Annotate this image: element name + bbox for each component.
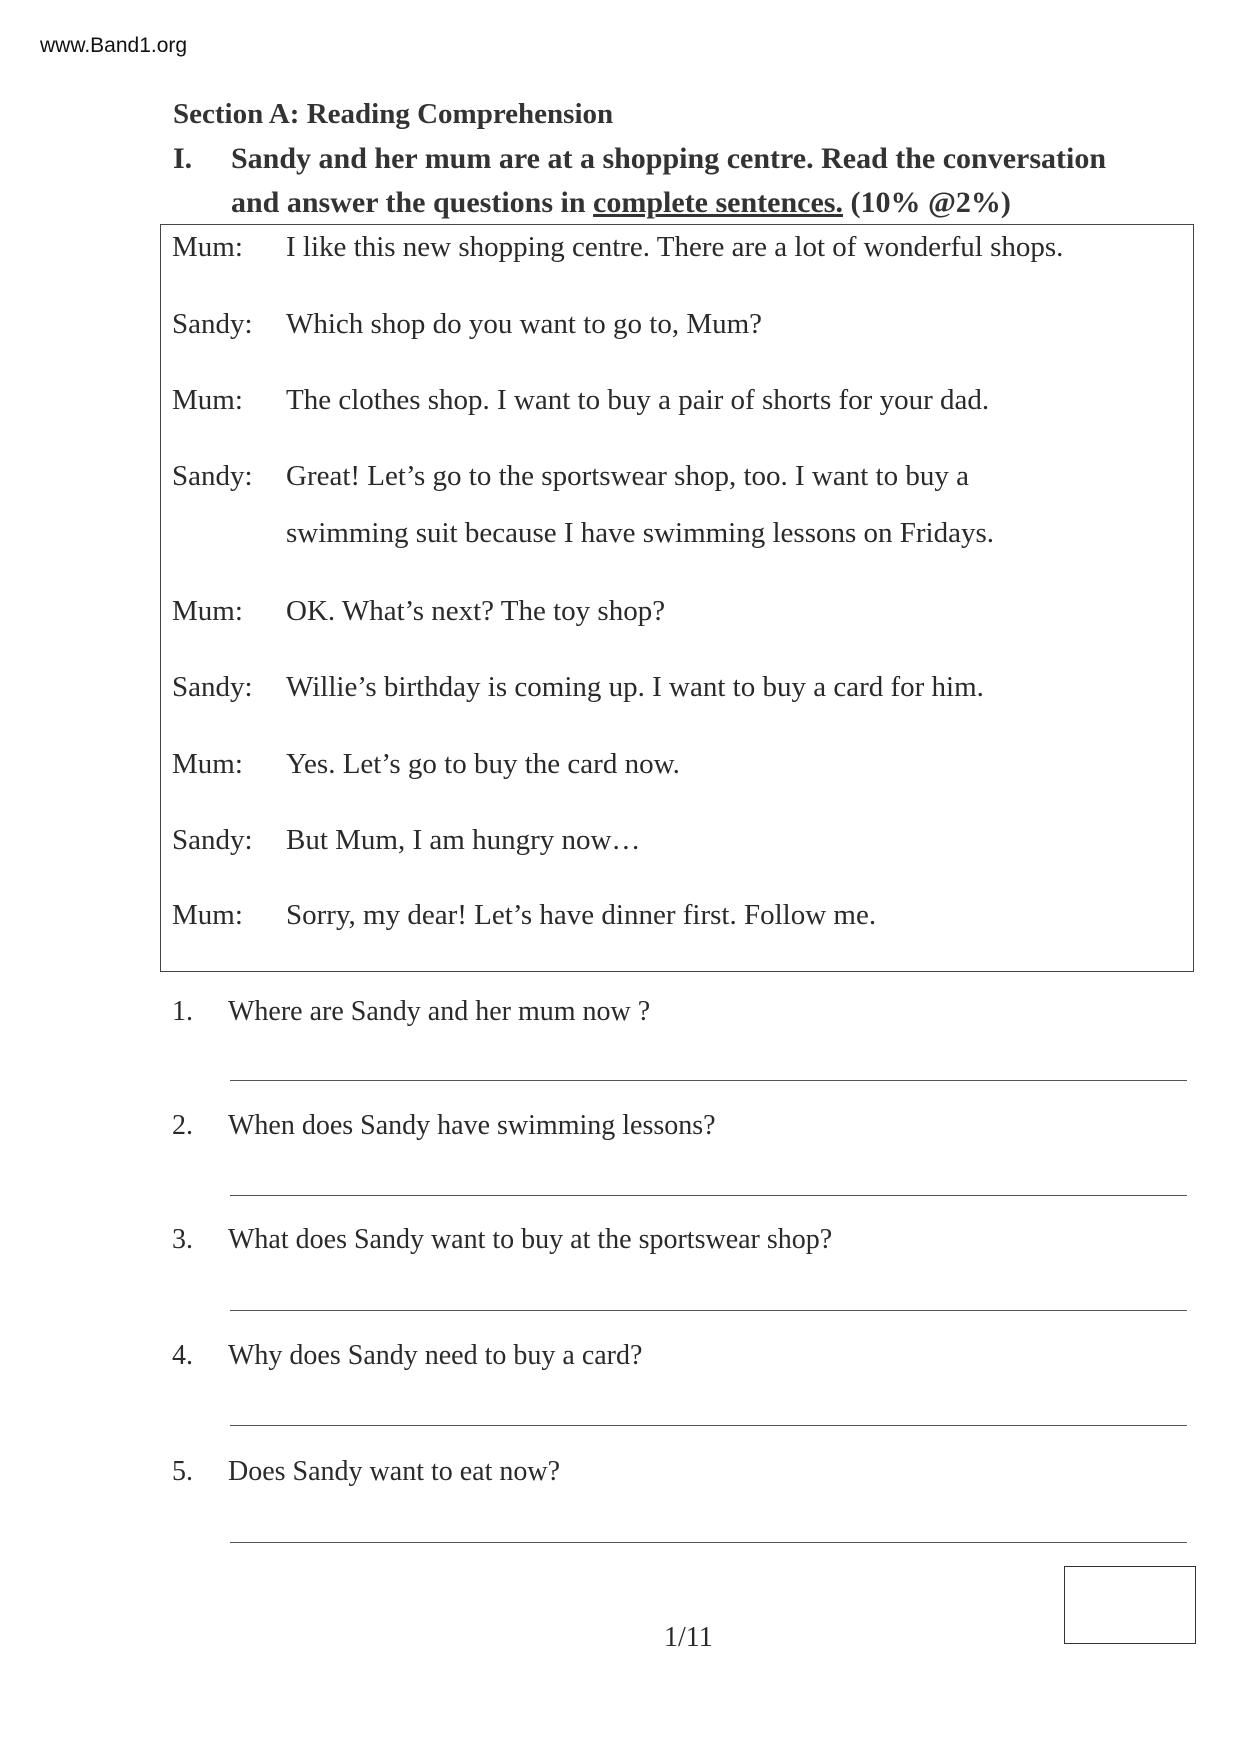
instruction-prefix: and answer the questions in	[231, 186, 594, 219]
dialogue-line: Which shop do you want to go to, Mum?	[286, 308, 763, 340]
dialogue-speaker: Mum:	[172, 231, 243, 263]
site-watermark: www.Band1.org	[40, 34, 188, 57]
dialogue-line: Willie’s birthday is coming up. I want to buy a card for him.	[286, 671, 984, 703]
dialogue-line: Yes. Let’s go to buy the card now.	[286, 748, 680, 780]
dialogue-speaker: Mum:	[172, 384, 243, 416]
dialogue-speaker: Sandy:	[172, 308, 253, 340]
instruction-number: I.	[173, 142, 193, 175]
dialogue-speaker: Sandy:	[172, 671, 253, 703]
instruction-emphasis: complete sentences.	[593, 186, 843, 219]
answer-line[interactable]	[230, 1080, 1187, 1081]
dialogue-line: But Mum, I am hungry now…	[286, 824, 641, 856]
dialogue-line: Great! Let’s go to the sportswear shop, too. I want to buy a	[286, 460, 969, 492]
dialogue-speaker: Mum:	[172, 748, 243, 780]
dialogue-line: The clothes shop. I want to buy a pair of shorts for your dad.	[286, 384, 990, 416]
answer-line[interactable]	[230, 1425, 1187, 1426]
answer-line[interactable]	[230, 1310, 1187, 1311]
page-number: 1/11	[664, 1622, 713, 1653]
dialogue-line: OK. What’s next? The toy shop?	[286, 595, 666, 627]
answer-line[interactable]	[230, 1542, 1187, 1543]
dialogue-line: Sorry, my dear! Let’s have dinner first. Follow me.	[286, 899, 877, 931]
question-text: When does Sandy have swimming lessons?	[228, 1110, 716, 1141]
answer-line[interactable]	[230, 1195, 1187, 1196]
question-number: 2.	[172, 1110, 193, 1141]
score-box	[1064, 1566, 1196, 1644]
question-number: 4.	[172, 1340, 193, 1371]
dialogue-line: I like this new shopping centre. There are a lot of wonderful shops.	[286, 231, 1064, 263]
section-title: Section A: Reading Comprehension	[173, 98, 614, 130]
question-text: Does Sandy want to eat now?	[228, 1456, 561, 1487]
dialogue-speaker: Sandy:	[172, 824, 253, 856]
dialogue-speaker: Mum:	[172, 595, 243, 627]
question-number: 1.	[172, 996, 193, 1027]
question-number: 3.	[172, 1224, 193, 1255]
question-number: 5.	[172, 1456, 193, 1487]
dialogue-speaker: Sandy:	[172, 460, 253, 492]
question-text: Why does Sandy need to buy a card?	[228, 1340, 643, 1371]
question-text: Where are Sandy and her mum now ?	[228, 996, 651, 1027]
question-text: What does Sandy want to buy at the sportswear shop?	[228, 1224, 833, 1255]
instruction-marks: (10% @2%)	[842, 186, 1011, 219]
dialogue-line: swimming suit because I have swimming lessons on Fridays.	[286, 517, 995, 549]
dialogue-speaker: Mum:	[172, 899, 243, 931]
instruction-line-2	[231, 186, 1011, 220]
instruction-line-1: Sandy and her mum are at a shopping centre. Read the conversation	[231, 142, 1107, 175]
